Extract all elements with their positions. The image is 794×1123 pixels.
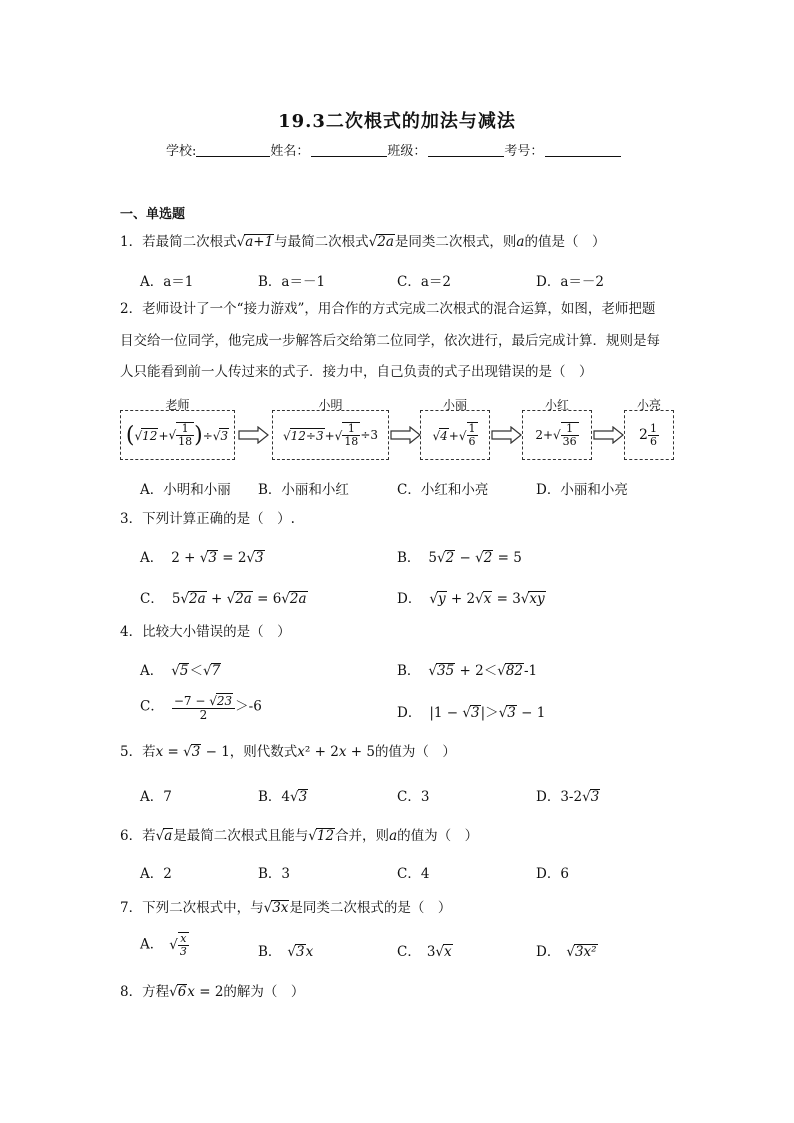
relay-arrow-1-icon [238, 426, 270, 444]
relay-arrow-4-icon [593, 426, 625, 444]
q3-option-c[interactable]: C． 5√2a + √2a = 6√2a [140, 591, 307, 607]
q3-option-b[interactable]: B． 5√2 − √2 = 5 [397, 550, 522, 566]
relay-expr-xiaoliang: 2 $\frac{1}{6}$ [639, 421, 657, 448]
class-blank[interactable] [428, 142, 504, 157]
q2-option-a[interactable]: A．小明和小丽 [140, 482, 231, 498]
name-blank[interactable] [311, 142, 387, 157]
question-1-stem: 1．若最简二次根式√a+1与最简二次根式√2a是同类二次根式，则a的值是（ ） [120, 234, 606, 250]
q1-option-d[interactable]: D．a＝－2 [536, 274, 604, 290]
q4-option-c[interactable]: C． $\frac{-7 - √23}{2}$ ＞-6 [140, 694, 262, 722]
class-label: 班级： [387, 144, 427, 159]
page-title: 19.3二次根式的加法与减法 [278, 111, 516, 132]
question-8-stem: 8．方程√6x = 2的解为（ ） [120, 984, 305, 1000]
question-4-stem: 4．比较大小错误的是（ ） [120, 624, 291, 640]
relay-label-xiaoli: 小丽 [442, 398, 467, 412]
question-5-stem: 5．若x = √3 − 1，则代数式x² + 2x + 5的值为（ ） [120, 744, 456, 760]
q6-option-c[interactable]: C．4 [397, 866, 430, 882]
relay-arrow-3-icon [491, 426, 523, 444]
name-label: 姓名： [270, 144, 310, 159]
q7-option-a[interactable]: A． √ $\frac{x}{3}$ [140, 932, 187, 958]
relay-expr-xiaoli: √4+√ $\frac{1}{6}$ [432, 422, 476, 448]
relay-label-teacher: 老师 [165, 398, 190, 412]
q1-option-c[interactable]: C．a＝2 [397, 274, 451, 290]
q2-option-c[interactable]: C．小红和小亮 [397, 482, 489, 498]
q1-prefix: 1．若最简二次根式 [120, 234, 237, 250]
q1-suffix: 是同类二次根式，则 [394, 234, 517, 250]
q6-option-d[interactable]: D．6 [536, 866, 569, 882]
q3-option-a[interactable]: A． 2 + √3 = 2√3 [140, 550, 264, 566]
exam-label: 考号： [504, 144, 544, 159]
question-2-line-2: 目交给一位同学，他完成一步解答后交给第二位同学，依次进行，最后完成计算．规则是每 [120, 333, 660, 349]
school-label: 学校: [166, 144, 197, 159]
q7-option-c[interactable]: C． 3√x [397, 944, 452, 960]
q3-option-d[interactable]: D． √y + 2√x = 3√xy [397, 591, 545, 607]
q1-option-b[interactable]: B．a＝－1 [258, 274, 326, 290]
relay-expr-xiaohong: 2+√ $\frac{1}{36}$ [535, 422, 577, 448]
question-2-line-1: 2．老师设计了一个“接力游戏”，用合作的方式完成二次根式的混合运算，如图，老师把题 [120, 301, 656, 317]
question-3-stem: 3．下列计算正确的是（ ）. [120, 511, 295, 527]
q1-radicand-2: 2a [377, 234, 394, 250]
relay-expr-xiaoming: √12÷3+√ $\frac{1}{18}$ ÷3 [282, 422, 379, 448]
q4-option-b[interactable]: B． √35 + 2＜√82-1 [397, 663, 538, 679]
relay-label-xiaoming: 小明 [318, 398, 343, 412]
q1-option-a[interactable]: A．a＝1 [140, 274, 194, 290]
q5-option-a[interactable]: A．7 [140, 789, 172, 805]
q1-mid: 与最简二次根式 [274, 234, 369, 250]
question-6-stem: 6．若√a是最简二次根式且能与√12合并，则a的值为（ ） [120, 828, 479, 844]
q4-option-a[interactable]: A． √5＜√7 [140, 663, 221, 679]
q1-var: a [516, 234, 525, 250]
q2-option-b[interactable]: B．小丽和小红 [258, 482, 349, 498]
q6-option-b[interactable]: B．3 [258, 866, 291, 882]
section-heading: 一、单选题 [120, 207, 186, 222]
exam-blank[interactable] [545, 142, 621, 157]
q5-option-d[interactable]: D．3-2√3 [536, 789, 600, 805]
relay-label-xiaoliang: 小亮 [636, 398, 661, 412]
school-blank[interactable] [196, 142, 270, 157]
relay-arrow-2-icon [390, 426, 422, 444]
q1-radicand-1: a+1 [245, 234, 274, 250]
q7-option-b[interactable]: B． √3x [258, 944, 314, 960]
q4-option-d[interactable]: D． |1 − √3|＞√3 − 1 [397, 705, 546, 721]
relay-expr-teacher: ( √12+ √ $\frac{1}{18}$ ) ÷√3 [125, 422, 229, 448]
q6-option-a[interactable]: A．2 [140, 866, 172, 882]
q5-option-c[interactable]: C．3 [397, 789, 430, 805]
student-info-line [166, 140, 621, 159]
q5-option-b[interactable]: B．4√3 [258, 789, 308, 805]
q1-end: 的值是（ ） [524, 234, 606, 250]
q7-option-d[interactable]: D． √3x² [536, 944, 597, 960]
question-7-stem: 7．下列二次根式中，与√3x是同类二次根式的是（ ） [120, 900, 452, 916]
q2-option-d[interactable]: D．小丽和小亮 [536, 482, 628, 498]
question-2-line-3: 人只能看到前一人传过来的式子．接力中，自己负责的式子出现错误的是（ ） [120, 364, 593, 380]
relay-label-xiaohong: 小红 [544, 398, 569, 412]
